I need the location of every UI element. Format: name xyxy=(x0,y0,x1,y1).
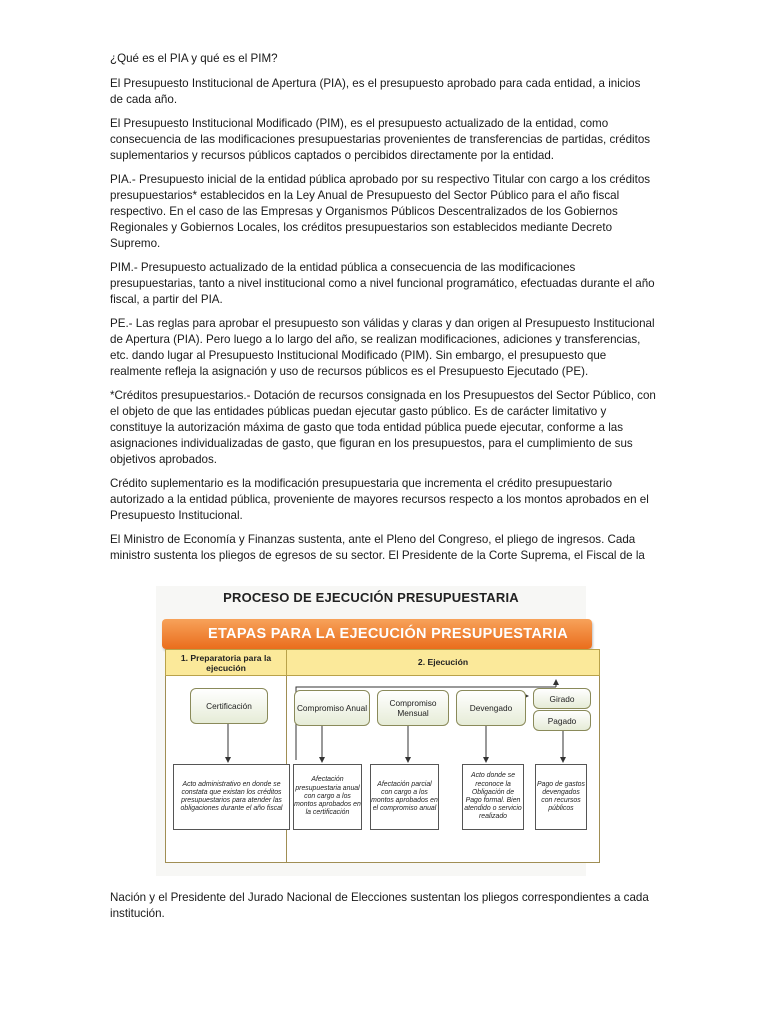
paragraph-pia-detail: PIA.- Presupuesto inicial de la entidad pública aprobado por su respectivo Titular con cargo a los créditos presupuestarios* establecidos en la Ley Anual de Presupuesto del Sector Público para el año fiscal respectivo. En el caso de las Empresas y Organismos Públicos Descentralizados de los Gobiernos Regionales y Gobiernos Locales, los créditos presupuestarios son establecidos mediante Decreto Supremo. xyxy=(110,173,651,250)
note-compromiso-mensual: Afectación parcial con cargo a los montos aprobados en el compromiso anual xyxy=(370,764,439,830)
note-compromiso-anual: Afectación presupuestaria anual con cargo a los montos aprobados en la certificación xyxy=(293,764,362,830)
paragraph-ministro: El Ministro de Economía y Finanzas sustenta, ante el Pleno del Congreso, el pliego de ingresos. Cada ministro sustenta los pliegos de egresos de su sector. El Presidente de la Corte Suprema, el Fiscal de la xyxy=(110,533,645,562)
step-compromiso-anual: Compromiso Anual xyxy=(294,690,370,726)
paragraph-credito-suplementario: Crédito suplementario es la modificación presupuestaria que incrementa el crédito presupuestario autorizado a la entidad pública, proveniente de mayores recursos respecto a los montos aprobados en el Presupuesto Institucional. xyxy=(110,477,649,522)
paragraph-creditos: *Créditos presupuestarios.- Dotación de recursos consignada en los Presupuestos del Sector Público, con el objeto de que las entidades públicas puedan ejecutar gasto público. Es de carácter limitativo y constituye la autorización máxima de gasto que toda entidad pública puede ejecutar, conforme a las asignaciones individualizadas de gasto, que figuran en los presupuestos, para el cumplimiento de sus objetivos aprobados. xyxy=(110,389,656,466)
step-devengado: Devengado xyxy=(456,690,526,726)
diagram-connectors xyxy=(156,586,586,876)
note-devengado: Acto donde se reconoce la Obligación de Pago formal. Bien atendido o servicio realizado xyxy=(462,764,524,830)
paragraph-pim-definition: El Presupuesto Institucional Modificado (PIM), es el presupuesto actualizado de la entidad, como consecuencia de las modificaciones presupuestarias provenientes de transferencias de partidas, créditos suplementarios y recursos públicos captados o percibidos directamente por la entidad. xyxy=(110,117,651,162)
stage-header-preparatoria-label: 1. Preparatoria para la ejecución xyxy=(180,653,272,673)
step-certificacion: Certificación xyxy=(190,688,268,724)
step-pagado: Pagado xyxy=(533,710,591,731)
paragraph-pe: PE.- Las reglas para aprobar el presupuesto son válidas y claras y dan origen al Presupuesto Institucional de Apertura (PIA). Pero luego a lo largo del año, se realizan modificaciones, adiciones y transferencias, etc. dando lugar al Presupuesto Institucional Modificado (PIM). Sin embargo, el presupuesto que realmente refleja la asignación y uso de recursos públicos es el Presupuesto Ejecutado (PE). xyxy=(110,317,655,378)
paragraph-pim-detail: PIM.- Presupuesto actualizado de la entidad pública a consecuencia de las modificaciones presupuestarias, tanto a nivel institucional como a nivel funcional programático, efectuadas durante el año fiscal, a partir del PIA. xyxy=(110,261,655,306)
question-heading: ¿Qué es el PIA y qué es el PIM? xyxy=(110,52,278,65)
paragraph-pia-definition: El Presupuesto Institucional de Apertura (PIA), es el presupuesto aprobado para cada entidad, a inicios de cada año. xyxy=(110,77,641,106)
paragraph-continuation: Nación y el Presidente del Jurado Nacional de Elecciones sustentan los pliegos correspondientes a cada institución. xyxy=(110,891,649,920)
stage-header-ejecucion: 2. Ejecución xyxy=(286,649,600,676)
document-body xyxy=(110,51,656,572)
diagram-title: PROCESO DE EJECUCIÓN PRESUPUESTARIA xyxy=(223,590,519,605)
stages-banner-label: ETAPAS PARA LA EJECUCIÓN PRESUPUESTARIA xyxy=(208,626,569,642)
step-compromiso-mensual: Compromiso Mensual xyxy=(377,690,449,726)
note-certificacion: Acto administrativo en donde se constata que existan los créditos presupuestarios para atender las obligaciones durante el año fiscal xyxy=(173,764,290,830)
step-girado: Girado xyxy=(533,688,591,709)
note-pagado: Pago de gastos devengados con recursos públicos xyxy=(535,764,587,830)
document-continuation xyxy=(110,890,656,930)
budget-process-diagram xyxy=(156,586,586,876)
